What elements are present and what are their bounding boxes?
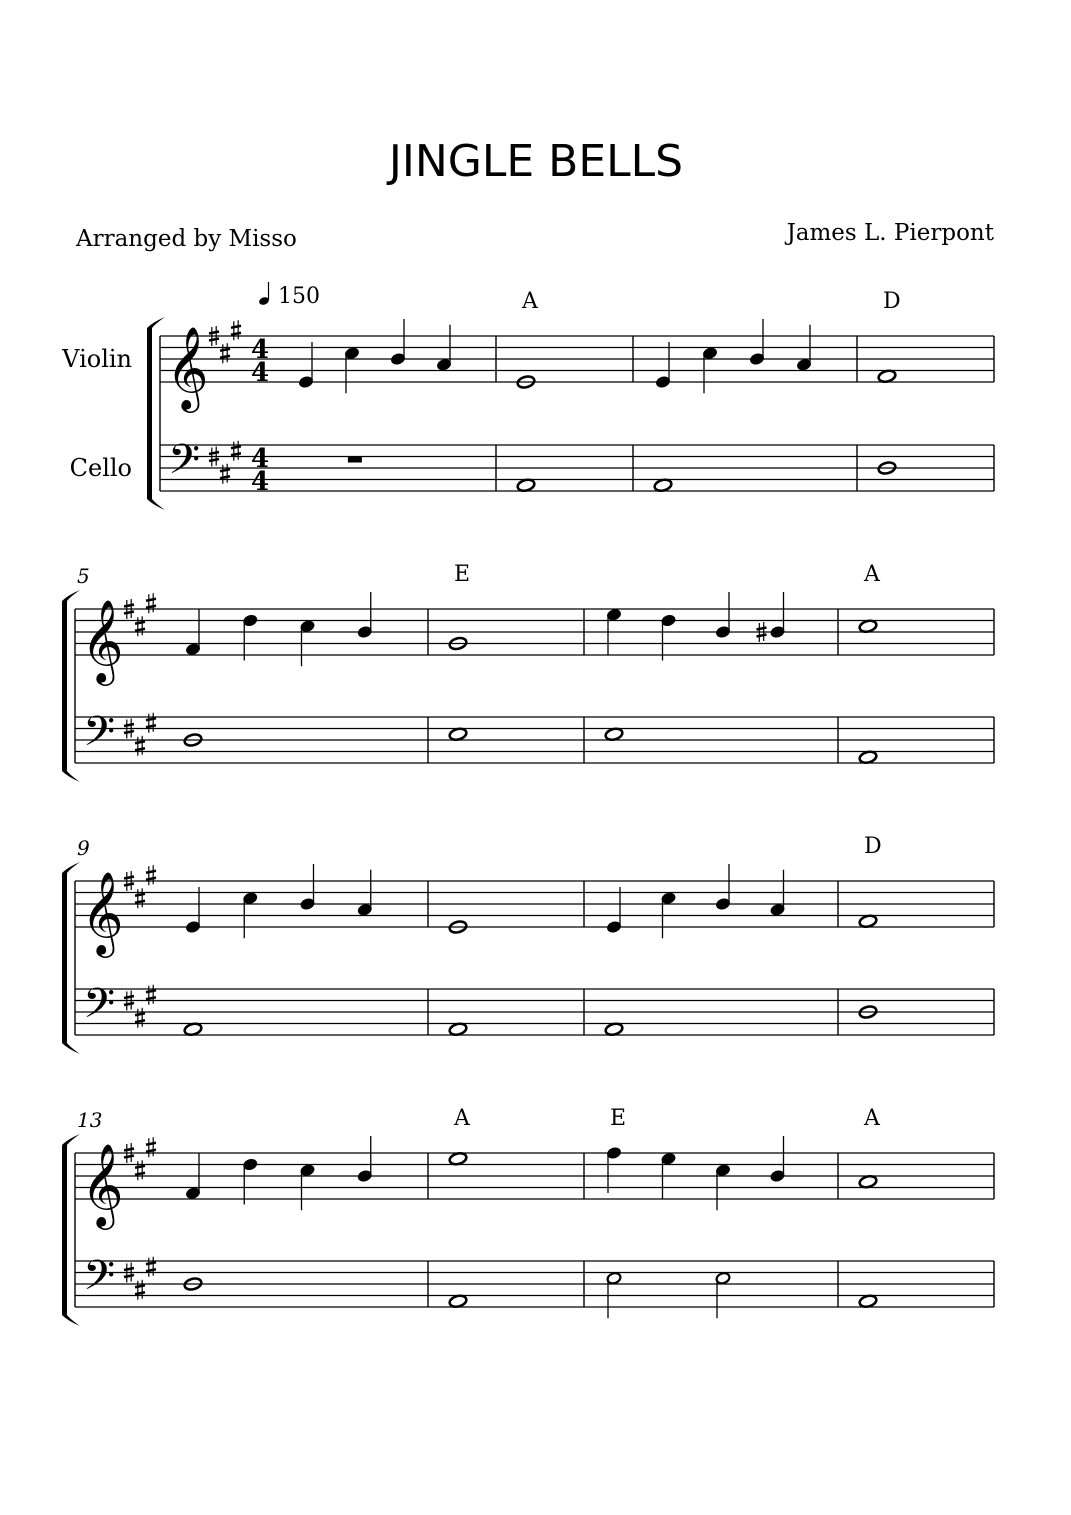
bracket-top-hook <box>62 1134 80 1145</box>
whole-note <box>183 1022 202 1036</box>
score-systems <box>61 282 994 1326</box>
key-signature-sharp <box>220 464 230 484</box>
music-system <box>62 562 994 782</box>
key-signature-sharp <box>135 1160 145 1180</box>
system-bracket <box>147 328 152 499</box>
music-system <box>62 1106 994 1326</box>
key-signature-sharp <box>231 441 241 461</box>
time-signature-denominator: 4 <box>250 467 270 497</box>
whole-note <box>516 478 535 492</box>
key-signature-sharp <box>135 1280 145 1300</box>
whole-note <box>448 1022 467 1036</box>
whole-note <box>858 619 877 633</box>
whole-note <box>604 727 623 741</box>
system-bracket <box>62 1145 67 1315</box>
key-signature-sharp <box>135 736 145 756</box>
treble-clef: 𝄞 <box>81 870 124 954</box>
whole-note <box>858 750 877 764</box>
treble-clef: 𝄞 <box>81 1142 124 1226</box>
arranger-credit: Arranged by Misso <box>76 226 297 252</box>
whole-rest <box>348 457 362 463</box>
whole-note <box>858 914 877 928</box>
whole-note <box>877 369 896 383</box>
whole-note <box>858 1175 877 1189</box>
bracket-top-hook <box>62 862 80 873</box>
bass-clef: 𝄢 <box>83 707 116 766</box>
key-signature-sharp <box>146 713 156 733</box>
key-signature-sharp <box>146 1137 156 1157</box>
score-title: JINGLE BELLS <box>388 136 684 187</box>
whole-note <box>448 727 467 741</box>
bracket-bottom-hook <box>62 1315 80 1326</box>
time-signature-numerator: 4 <box>250 444 270 474</box>
chord-symbol: E <box>610 1106 627 1131</box>
chord-symbol: D <box>864 834 882 859</box>
key-signature-sharp <box>135 1008 145 1028</box>
time-signature-numerator: 4 <box>250 335 270 365</box>
measure-number: 5 <box>77 564 90 588</box>
bass-clef: 𝄢 <box>83 1251 116 1310</box>
whole-note <box>604 1022 623 1036</box>
whole-note <box>858 1294 877 1308</box>
key-signature-sharp <box>135 616 145 636</box>
treble-clef: 𝄞 <box>166 325 209 409</box>
system-bracket <box>62 601 67 771</box>
treble-clef: 𝄞 <box>81 598 124 682</box>
chord-symbol: E <box>454 562 471 587</box>
measure-number: 13 <box>77 1108 103 1132</box>
time-signature-denominator: 4 <box>250 358 270 388</box>
whole-note <box>448 1294 467 1308</box>
key-signature-sharp <box>146 1257 156 1277</box>
bass-clef: 𝄢 <box>168 435 201 494</box>
chord-symbol: D <box>883 289 901 314</box>
bracket-top-hook <box>147 317 165 328</box>
chord-symbol: A <box>864 562 880 587</box>
chord-symbol: A <box>454 1106 470 1131</box>
measure-number: 9 <box>77 836 90 860</box>
tempo-value: 150 <box>278 284 320 309</box>
key-signature-sharp <box>231 320 241 340</box>
bass-clef: 𝄢 <box>83 979 116 1038</box>
composer-credit: James L. Pierpont <box>786 220 994 246</box>
bracket-bottom-hook <box>147 499 165 510</box>
bracket-bottom-hook <box>62 1043 80 1054</box>
whole-note <box>653 478 672 492</box>
key-signature-sharp <box>220 343 230 363</box>
bracket-top-hook <box>62 590 80 601</box>
chord-symbol: A <box>864 1106 880 1131</box>
bracket-bottom-hook <box>62 771 80 782</box>
key-signature-sharp <box>146 593 156 613</box>
chord-symbol: A <box>522 289 538 314</box>
system-bracket <box>62 873 67 1043</box>
key-signature-sharp <box>135 888 145 908</box>
tempo-marking <box>258 282 320 309</box>
key-signature-sharp <box>146 985 156 1005</box>
whole-note <box>448 1152 467 1166</box>
key-signature-sharp <box>146 865 156 885</box>
instrument-name-cello: Cello <box>69 454 132 482</box>
instrument-name-violin: Violin <box>62 345 132 373</box>
music-system <box>62 834 994 1054</box>
music-system <box>61 282 994 510</box>
